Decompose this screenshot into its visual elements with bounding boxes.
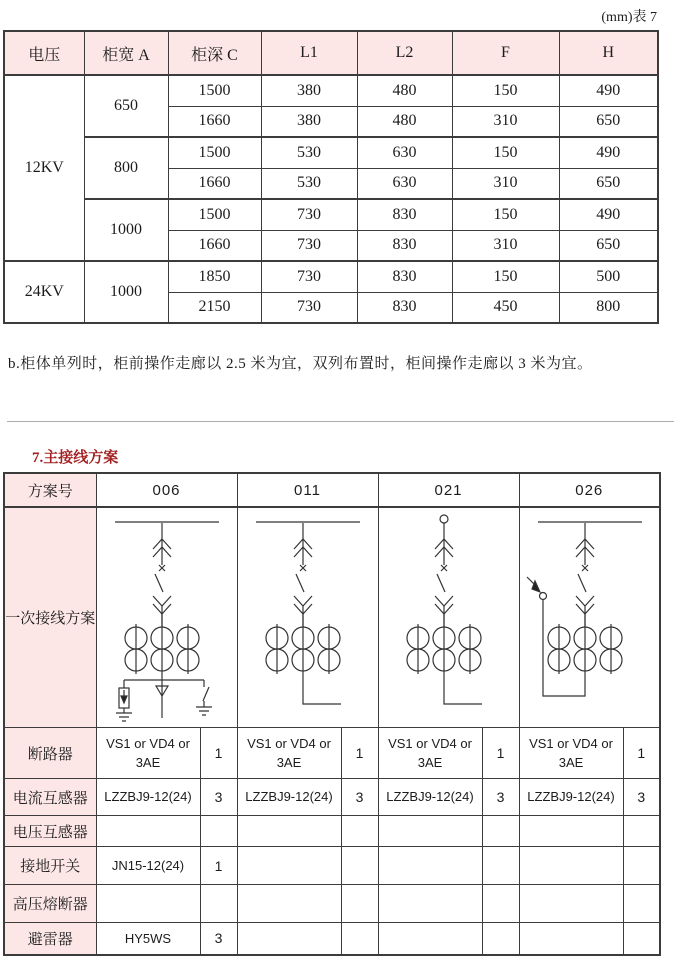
component-model: JN15-12(24) xyxy=(96,847,200,885)
component-qty xyxy=(341,847,378,885)
component-model xyxy=(378,885,482,923)
component-model xyxy=(519,847,623,885)
dim-header-voltage: 电压 xyxy=(4,31,84,75)
component-label: 接地开关 xyxy=(4,847,96,885)
scheme-id-011: 011 xyxy=(237,473,378,507)
dim-cell: 1660 xyxy=(168,106,261,137)
dim-cell: 490 xyxy=(559,137,658,168)
component-qty: 1 xyxy=(200,847,237,885)
component-model: LZZBJ9-12(24) xyxy=(519,779,623,816)
component-model: LZZBJ9-12(24) xyxy=(237,779,341,816)
main-wiring-scheme-table xyxy=(3,472,661,956)
table-row xyxy=(4,137,658,168)
component-model xyxy=(237,923,341,955)
dim-cell: 630 xyxy=(357,137,452,168)
component-model xyxy=(378,816,482,847)
dim-cell: 530 xyxy=(261,137,357,168)
component-qty: 3 xyxy=(623,779,660,816)
dim-cell: 1660 xyxy=(168,230,261,261)
table-unit-caption: (mm)表 7 xyxy=(601,10,657,25)
scheme-header-row xyxy=(4,473,660,507)
dim-cell: 150 xyxy=(452,137,559,168)
dim-cell: 650 xyxy=(559,168,658,199)
dim-cell: 1500 xyxy=(168,137,261,168)
width-cell: 1000 xyxy=(84,199,168,261)
dim-cell: 1500 xyxy=(168,75,261,106)
table-row xyxy=(4,199,658,230)
dim-cell: 830 xyxy=(357,292,452,323)
component-model xyxy=(519,816,623,847)
dim-cell: 830 xyxy=(357,261,452,292)
component-qty xyxy=(200,885,237,923)
component-qty: 1 xyxy=(482,728,519,779)
component-qty xyxy=(623,847,660,885)
dim-cell: 650 xyxy=(559,106,658,137)
component-model xyxy=(96,885,200,923)
component-model: LZZBJ9-12(24) xyxy=(378,779,482,816)
component-label: 避雷器 xyxy=(4,923,96,955)
component-qty: 1 xyxy=(200,728,237,779)
component-label: 电流互感器 xyxy=(4,779,96,816)
width-cell: 800 xyxy=(84,137,168,199)
component-model: VS1 or VD4 or 3AE xyxy=(519,728,623,779)
dim-header-row xyxy=(4,31,658,75)
dim-cell: 150 xyxy=(452,75,559,106)
dim-header-f: F xyxy=(452,31,559,75)
dim-cell: 730 xyxy=(261,292,357,323)
component-model xyxy=(237,816,341,847)
component-label: 电压互感器 xyxy=(4,816,96,847)
dim-cell: 650 xyxy=(559,230,658,261)
diagram-row-label: 一次接线方案 xyxy=(4,507,96,728)
dim-cell: 730 xyxy=(261,230,357,261)
component-qty xyxy=(623,885,660,923)
component-model: HY5WS xyxy=(96,923,200,955)
dim-cell: 730 xyxy=(261,261,357,292)
dim-cell: 310 xyxy=(452,168,559,199)
component-row-breaker xyxy=(4,728,660,779)
dim-cell: 380 xyxy=(261,75,357,106)
scheme-id-006: 006 xyxy=(96,473,237,507)
component-qty xyxy=(341,816,378,847)
dim-cell: 730 xyxy=(261,199,357,230)
component-qty: 3 xyxy=(341,779,378,816)
component-qty xyxy=(200,816,237,847)
component-row-earthing-switch xyxy=(4,847,660,885)
dim-header-l1: L1 xyxy=(261,31,357,75)
voltage-cell: 12KV xyxy=(4,75,84,261)
component-label: 断路器 xyxy=(4,728,96,779)
component-model xyxy=(237,847,341,885)
section-divider xyxy=(7,421,674,422)
component-qty xyxy=(482,885,519,923)
dim-cell: 830 xyxy=(357,230,452,261)
table-row xyxy=(4,75,658,106)
dim-cell: 830 xyxy=(357,199,452,230)
component-model: VS1 or VD4 or 3AE xyxy=(96,728,200,779)
dim-cell: 150 xyxy=(452,261,559,292)
dim-cell: 2150 xyxy=(168,292,261,323)
component-model: VS1 or VD4 or 3AE xyxy=(237,728,341,779)
dim-header-width: 柜宽 A xyxy=(84,31,168,75)
voltage-cell: 24KV xyxy=(4,261,84,323)
dim-cell: 480 xyxy=(357,75,452,106)
component-qty xyxy=(341,885,378,923)
component-row-voltage-transformer xyxy=(4,816,660,847)
component-model: VS1 or VD4 or 3AE xyxy=(378,728,482,779)
component-row-hv-fuse xyxy=(4,885,660,923)
component-model xyxy=(378,847,482,885)
component-qty: 3 xyxy=(200,923,237,955)
dim-cell: 500 xyxy=(559,261,658,292)
dim-cell: 1660 xyxy=(168,168,261,199)
component-model xyxy=(96,816,200,847)
component-qty xyxy=(623,816,660,847)
component-qty xyxy=(341,923,378,955)
single-line-diagram-011-icon xyxy=(237,507,378,728)
single-line-diagram-006-icon xyxy=(96,507,237,728)
component-row-surge-arrester xyxy=(4,923,660,955)
component-qty: 3 xyxy=(482,779,519,816)
dim-cell: 150 xyxy=(452,199,559,230)
dim-cell: 800 xyxy=(559,292,658,323)
component-qty: 3 xyxy=(200,779,237,816)
scheme-id-021: 021 xyxy=(378,473,519,507)
table-row xyxy=(4,261,658,292)
scheme-number-label: 方案号 xyxy=(4,473,96,507)
dimensions-table xyxy=(3,30,659,324)
width-cell: 1000 xyxy=(84,261,168,323)
dim-cell: 1500 xyxy=(168,199,261,230)
dim-cell: 450 xyxy=(452,292,559,323)
dim-header-h: H xyxy=(559,31,658,75)
dim-cell: 310 xyxy=(452,230,559,261)
component-row-current-transformer xyxy=(4,779,660,816)
dim-cell: 490 xyxy=(559,199,658,230)
note-b: b.柜体单列时，柜前操作走廊以 2.5 米为宜，双列布置时，柜间操作走廊以 3 米为宜。 xyxy=(8,356,593,372)
width-cell: 650 xyxy=(84,75,168,137)
component-model xyxy=(519,885,623,923)
diagram-row xyxy=(4,507,660,728)
component-label: 高压熔断器 xyxy=(4,885,96,923)
component-qty: 1 xyxy=(341,728,378,779)
component-qty xyxy=(482,923,519,955)
dim-cell: 480 xyxy=(357,106,452,137)
single-line-diagram-021-icon xyxy=(378,507,519,728)
section-title: 7.主接线方案 xyxy=(32,450,119,466)
component-qty xyxy=(482,816,519,847)
component-qty: 1 xyxy=(623,728,660,779)
dim-cell: 530 xyxy=(261,168,357,199)
component-model xyxy=(378,923,482,955)
component-model xyxy=(519,923,623,955)
component-qty xyxy=(482,847,519,885)
dim-header-l2: L2 xyxy=(357,31,452,75)
dim-cell: 630 xyxy=(357,168,452,199)
dim-cell: 380 xyxy=(261,106,357,137)
component-qty xyxy=(623,923,660,955)
scheme-id-026: 026 xyxy=(519,473,660,507)
component-model xyxy=(237,885,341,923)
dim-cell: 1850 xyxy=(168,261,261,292)
dim-cell: 490 xyxy=(559,75,658,106)
dim-header-depth: 柜深 C xyxy=(168,31,261,75)
single-line-diagram-026-icon xyxy=(519,507,660,728)
dim-cell: 310 xyxy=(452,106,559,137)
component-model: LZZBJ9-12(24) xyxy=(96,779,200,816)
